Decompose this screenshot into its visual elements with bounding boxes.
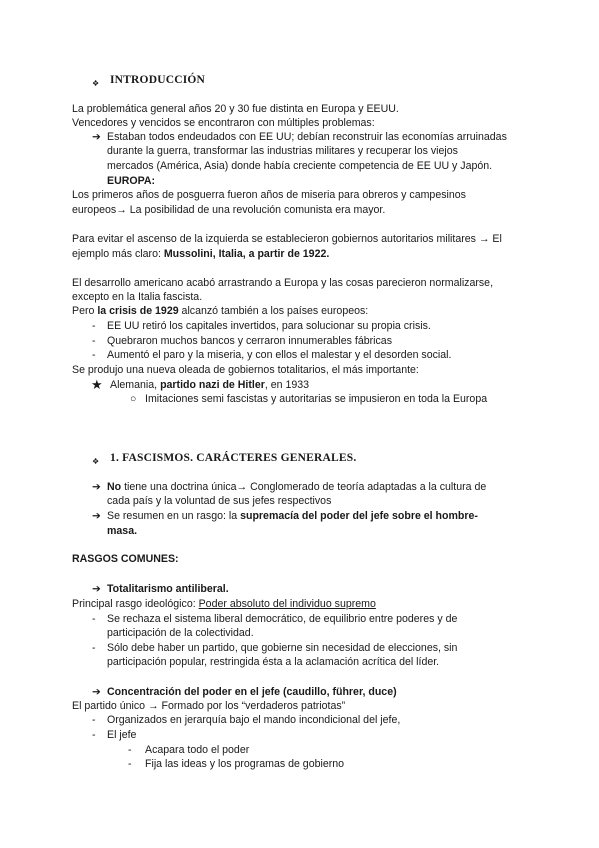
arrow-item-text: tiene una doctrina única→ Conglomerado de teoría adaptadas a la cultura de <box>121 481 487 493</box>
dash-bullet: - <box>128 744 132 756</box>
right-arrow-icon: ➔ <box>92 481 101 493</box>
fascismos-heading: 1. FASCISMOS. CARÁCTERES GENERALES. <box>110 452 357 464</box>
dash-item: participación popular, restringida ésta a la aclamación acrítica del líder. <box>107 656 440 668</box>
topic-title: Concentración del poder en el jefe (caudillo, führer, duce) <box>107 686 397 698</box>
arrow-item-line <box>107 510 478 523</box>
topic-subtitle: El partido único → Formado por los “verdaderos patriotas” <box>72 700 346 712</box>
dash-item: participación de la colectividad. <box>107 627 254 639</box>
right-arrow-icon: ➔ <box>92 510 101 522</box>
emphasis-text: partido nazi de Hitler <box>160 379 265 391</box>
dash-item: Aumentó el paro y la miseria, y con ellos el malestar y el desorden social. <box>107 349 452 361</box>
dash-item: El jefe <box>107 729 137 741</box>
topic-title: Totalitarismo antiliberal. <box>107 583 229 595</box>
arrow-item-line: durante la guerra, transformar las industrias militares y recuperar los viejos <box>107 145 458 157</box>
rasgos-heading: RASGOS COMUNES: <box>72 553 179 565</box>
underlined-text: Poder absoluto del individuo supremo <box>198 598 376 610</box>
circle-bullet-icon: ○ <box>130 393 137 405</box>
right-arrow-icon: ➔ <box>92 583 101 595</box>
dash-bullet: - <box>92 335 96 347</box>
arrow-item-line: mercados (América, Asia) donde había creciente competencia de EE UU y Japón. <box>107 160 493 172</box>
paragraph-line: El desarrollo americano acabó arrastrando a Europa y las cosas parecieron normalizarse, <box>72 277 494 289</box>
paragraph-text: Pero <box>72 305 98 317</box>
paragraph-text: ejemplo más claro: <box>72 248 164 260</box>
paragraph-text: alcanzó también a los países europeos: <box>178 305 369 317</box>
paragraph-line: europeos→ La posibilidad de una revolución comunista era mayor. <box>72 204 386 216</box>
dash-bullet: - <box>92 320 96 332</box>
arrow-item-line: cada país y la voluntad de sus jefes respectivos <box>107 495 332 507</box>
dash-bullet: - <box>92 729 96 741</box>
topic-subtitle <box>72 598 376 611</box>
dash-item: Sólo debe haber un partido, que gobierne sin necesidad de elecciones, sin <box>107 642 458 654</box>
paragraph-line <box>72 305 368 318</box>
right-arrow-icon: ➔ <box>92 131 101 143</box>
dash-item: Organizados en jerarquía bajo el mando incondicional del jefe, <box>107 714 401 726</box>
star-item-text: , en 1933 <box>264 379 310 391</box>
arrow-item-text: Se resumen en un rasgo: la <box>107 510 241 522</box>
sub-dash-item: Fija las ideas y los programas de gobierno <box>145 758 345 770</box>
emphasis-text: supremacía del poder del jefe sobre el hombre- <box>240 510 478 522</box>
paragraph-line: Para evitar el ascenso de la izquierda se establecieron gobiernos autoritarios militares → El <box>72 233 502 245</box>
dash-bullet: - <box>128 758 132 770</box>
star-item-text: Alemania, <box>110 379 161 391</box>
emphasis-text: la crisis de 1929 <box>97 305 179 317</box>
paragraph-line: excepto en la Italia fascista. <box>72 291 203 303</box>
europa-label: EUROPA: <box>107 175 156 187</box>
dash-item: Quebraron muchos bancos y cerraron innumerables fábricas <box>107 335 392 347</box>
paragraph-line: La problemática general años 20 y 30 fue distinta en Europa y EEUU. <box>72 103 399 115</box>
arrow-item-line: masa. <box>107 525 138 537</box>
paragraph-line: Los primeros años de posguerra fueron años de miseria para obreros y campesinos <box>72 189 466 201</box>
dash-bullet: - <box>92 613 96 625</box>
arrow-item-line <box>107 481 486 494</box>
star-item <box>110 379 309 392</box>
paragraph-line: Vencedores y vencidos se encontraron con múltiples problemas: <box>72 117 375 129</box>
dash-item: EE UU retiró los capitales invertidos, para solucionar su propia crisis. <box>107 320 431 332</box>
paragraph-line <box>72 248 329 261</box>
right-arrow-icon: ➔ <box>92 686 101 698</box>
intro-heading: INTRODUCCIÓN <box>110 74 206 86</box>
sub-dash-item: Acapara todo el poder <box>145 744 250 756</box>
dash-bullet: - <box>92 642 96 654</box>
star-icon: ★ <box>91 377 103 392</box>
paragraph-line: Se produjo una nueva oleada de gobiernos totalitarios, el más importante: <box>72 364 419 376</box>
dash-bullet: - <box>92 714 96 726</box>
emphasis-text: Mussolini, Italia, a partir de 1922. <box>163 248 330 260</box>
arrow-item-line: Estaban todos endeudados con EE UU; debían reconstruir las economías arruinadas <box>107 131 507 143</box>
circle-item: Imitaciones semi fascistas y autoritarias se impusieron en toda la Europa <box>145 393 488 405</box>
subtitle-text: Principal rasgo ideológico: <box>72 598 199 610</box>
diamond-bullet-icon: ❖ <box>92 79 100 88</box>
emphasis-text: No <box>107 481 122 493</box>
dash-bullet: - <box>92 349 96 361</box>
dash-item: Se rechaza el sistema liberal democrático, de equilibrio entre poderes y de <box>107 613 458 625</box>
diamond-bullet-icon: ❖ <box>92 457 100 466</box>
